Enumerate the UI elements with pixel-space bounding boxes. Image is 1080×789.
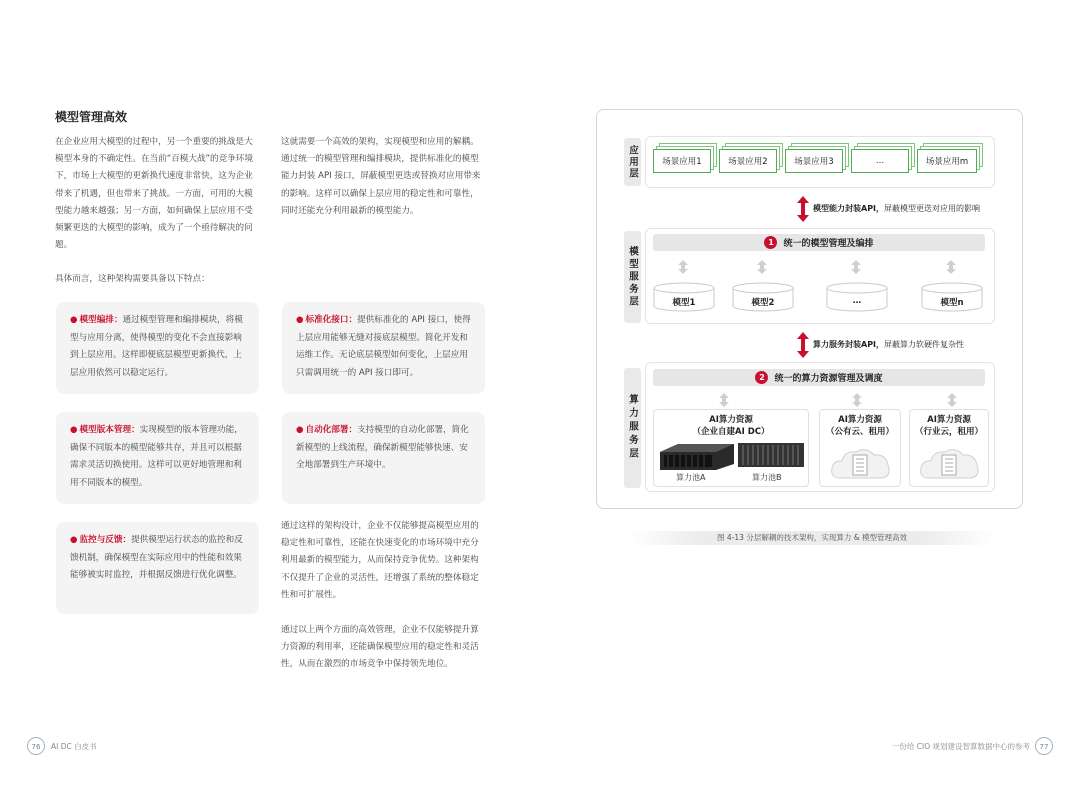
model-label: … <box>852 296 862 306</box>
resource-box-industry-cloud <box>909 409 989 487</box>
server-rack-icon <box>660 440 734 470</box>
feature-key: 标准化接口： <box>305 315 358 325</box>
api-note-rest: 屏蔽模型更迭对应用的影响 <box>884 204 981 213</box>
resource-title: AI算力资源 <box>709 415 753 425</box>
model-layer-panel <box>645 228 995 324</box>
right-intro-paragraph: 这就需要一个高效的架构，实现模型和应用的解耦。通过统一的模型管理和编排模块，提供标准化的模型能力封装 API 接口，屏蔽模型更迭或替换对应用带来的影响。这样可以确保上层应用的稳定性和可靠性，同时还能充分利用最新的模型能力。 <box>281 137 481 216</box>
resource-title: AI算力资源 <box>838 415 882 425</box>
section-heading: 模型管理高效 <box>55 110 128 124</box>
bullet-dot-icon: ● <box>296 425 304 435</box>
bullet-dot-icon: ● <box>70 315 78 325</box>
pool-label-a: 算力池A <box>676 473 706 482</box>
api-note-compute <box>813 339 964 350</box>
double-arrow-icon <box>797 332 809 358</box>
feature-key: 模型版本管理： <box>79 425 140 435</box>
model-cylinder-2 <box>732 282 794 312</box>
api-note-bold: 模型能力封装API， <box>813 204 885 213</box>
compute-mgmt-bar-label: 统一的算力资源管理及调度 <box>774 374 883 384</box>
small-double-arrow-icon <box>852 393 862 407</box>
feature-key: 监控与反馈： <box>79 535 132 545</box>
model-label: 模型n <box>940 298 964 308</box>
small-double-arrow-icon <box>947 393 957 407</box>
app-box-3: 场景应用3 <box>785 149 843 173</box>
bullet-dot-icon: ● <box>70 425 78 435</box>
resource-subtitle: （企业自建AI DC） <box>692 427 770 437</box>
app-layer-panel <box>645 136 995 188</box>
api-note-bold: 算力服务封装API， <box>813 340 885 349</box>
model-label: 模型2 <box>751 298 775 308</box>
compute-mgmt-bar <box>653 369 985 386</box>
layer-label-compute <box>624 368 641 488</box>
step-number-badge: 2 <box>755 371 768 384</box>
figure-caption: 图 4-13 分层解耦的技术架构，实现算力 & 模型管理高效 <box>628 531 996 545</box>
feature-key: 自动化部署： <box>305 425 358 435</box>
layer-label-model <box>624 231 641 323</box>
compute-layer-panel <box>645 362 995 492</box>
model-mgmt-bar-label: 统一的模型管理及编排 <box>783 239 874 249</box>
left-intro-paragraph: 在企业应用大模型的过程中，另一个重要的挑战是大模型本身的不确定性。在当前“百模大战”的竞争环境下，市场上大模型的更新换代速度非常快，这为企业带来了机遇，但也带来了挑战。一方面，可用的大模型能力越来越强；另一方面，如何确保上层应用不受频繁更迭的大模型的影响，成为了一个亟待解决的问题。 <box>55 137 253 251</box>
model-label: 模型1 <box>672 298 696 308</box>
left-specific-paragraph: 具体而言，这种架构需要具备以下特点： <box>55 274 210 284</box>
model-cylinder-n <box>921 282 983 312</box>
bullet-dot-icon: ● <box>296 315 304 325</box>
double-arrow-icon <box>797 196 809 222</box>
small-double-arrow-icon <box>851 260 861 274</box>
app-box-1: 场景应用1 <box>653 149 711 173</box>
cloud-server-icon <box>830 446 892 480</box>
small-double-arrow-icon <box>946 260 956 274</box>
layer-label-app <box>624 138 641 186</box>
app-box-2: 场景应用2 <box>719 149 777 173</box>
feature-card-orchestration <box>56 302 259 394</box>
layer-label-text: 模型服务层 <box>627 245 638 309</box>
api-note-rest: 屏蔽算力软硬件复杂性 <box>884 340 965 349</box>
feature-card-standard-api <box>282 302 485 394</box>
footer-title-left: AI DC 白皮书 <box>51 742 97 751</box>
resource-subtitle: （公有云、租用） <box>825 427 894 437</box>
footer-title-right: 一份给 CIO 规划建设智算数据中心的参考 <box>891 742 1030 751</box>
layer-label-text: 应用层 <box>627 144 638 180</box>
resource-subtitle: （行业云，租用） <box>914 427 983 437</box>
model-cylinder-ellipsis <box>826 282 888 312</box>
page-number-left: 76 <box>27 737 45 755</box>
server-row-icon <box>738 443 804 467</box>
feature-card-version-mgmt <box>56 412 259 504</box>
conclusion-paragraph-1: 通过这样的架构设计，企业不仅能够提高模型应用的稳定性和可靠性，还能在快速变化的市场环境中充分利用最新的模型能力，从而保持竞争优势。这种架构不仅提升了企业的灵活性，还增强了系统的整体稳定性和可扩展性。 <box>281 521 479 600</box>
small-double-arrow-icon <box>757 260 767 274</box>
pool-label-b: 算力池B <box>752 473 782 482</box>
resource-box-enterprise <box>653 409 809 487</box>
conclusion-paragraph-2: 通过以上两个方面的高效管理，企业不仅能够提升算力资源的利用率，还能确保模型应用的稳定性和灵活性，从而在激烈的市场竞争中保持领先地位。 <box>281 625 479 670</box>
page-number-right: 77 <box>1035 737 1053 755</box>
resource-title: AI算力资源 <box>927 415 971 425</box>
feature-key: 模型编排： <box>79 315 123 325</box>
app-box-ellipsis: … <box>851 149 909 173</box>
small-double-arrow-icon <box>719 393 729 407</box>
step-number-badge: 1 <box>764 236 777 249</box>
feature-card-auto-deploy <box>282 412 485 504</box>
model-mgmt-bar <box>653 234 985 251</box>
feature-text: 通过模型管理和编排模块，将模型与应用分离，使得模型的变化不会直接影响到上层应用。这样即便底层模型更新换代，上层应用依然可以稳定运行。 <box>70 315 243 378</box>
layer-label-text: 算力服务层 <box>627 394 638 462</box>
bullet-dot-icon: ● <box>70 535 78 545</box>
feature-card-monitoring <box>56 522 259 614</box>
app-box-m: 场景应用m <box>917 149 977 173</box>
small-double-arrow-icon <box>678 260 688 274</box>
feature-text: 提供标准化的 API 接口，使得上层应用能够无缝对接底层模型。简化开发和运维工作。无论底层模型如何变化，上层应用只需调用统一的 API 接口即可。 <box>296 315 471 378</box>
api-note-model <box>813 203 980 214</box>
cloud-server-icon <box>919 446 981 480</box>
resource-box-public-cloud <box>819 409 901 487</box>
architecture-diagram <box>596 109 1023 509</box>
model-cylinder-1 <box>653 282 715 312</box>
feature-text: 实现模型的版本管理功能，确保不同版本的模型能够共存，并且可以根据需求灵活切换使用。这样可以更好地管理和利用不同版本的模型。 <box>70 425 243 488</box>
feature-text: 支持模型的自动化部署，简化新模型的上线流程，确保新模型能够快速、安全地部署到生产环境中。 <box>296 425 469 471</box>
feature-text: 提供模型运行状态的监控和反馈机制，确保模型在实际应用中的性能和效果能够被实时监控，并根据反馈进行优化调整。 <box>70 535 243 581</box>
